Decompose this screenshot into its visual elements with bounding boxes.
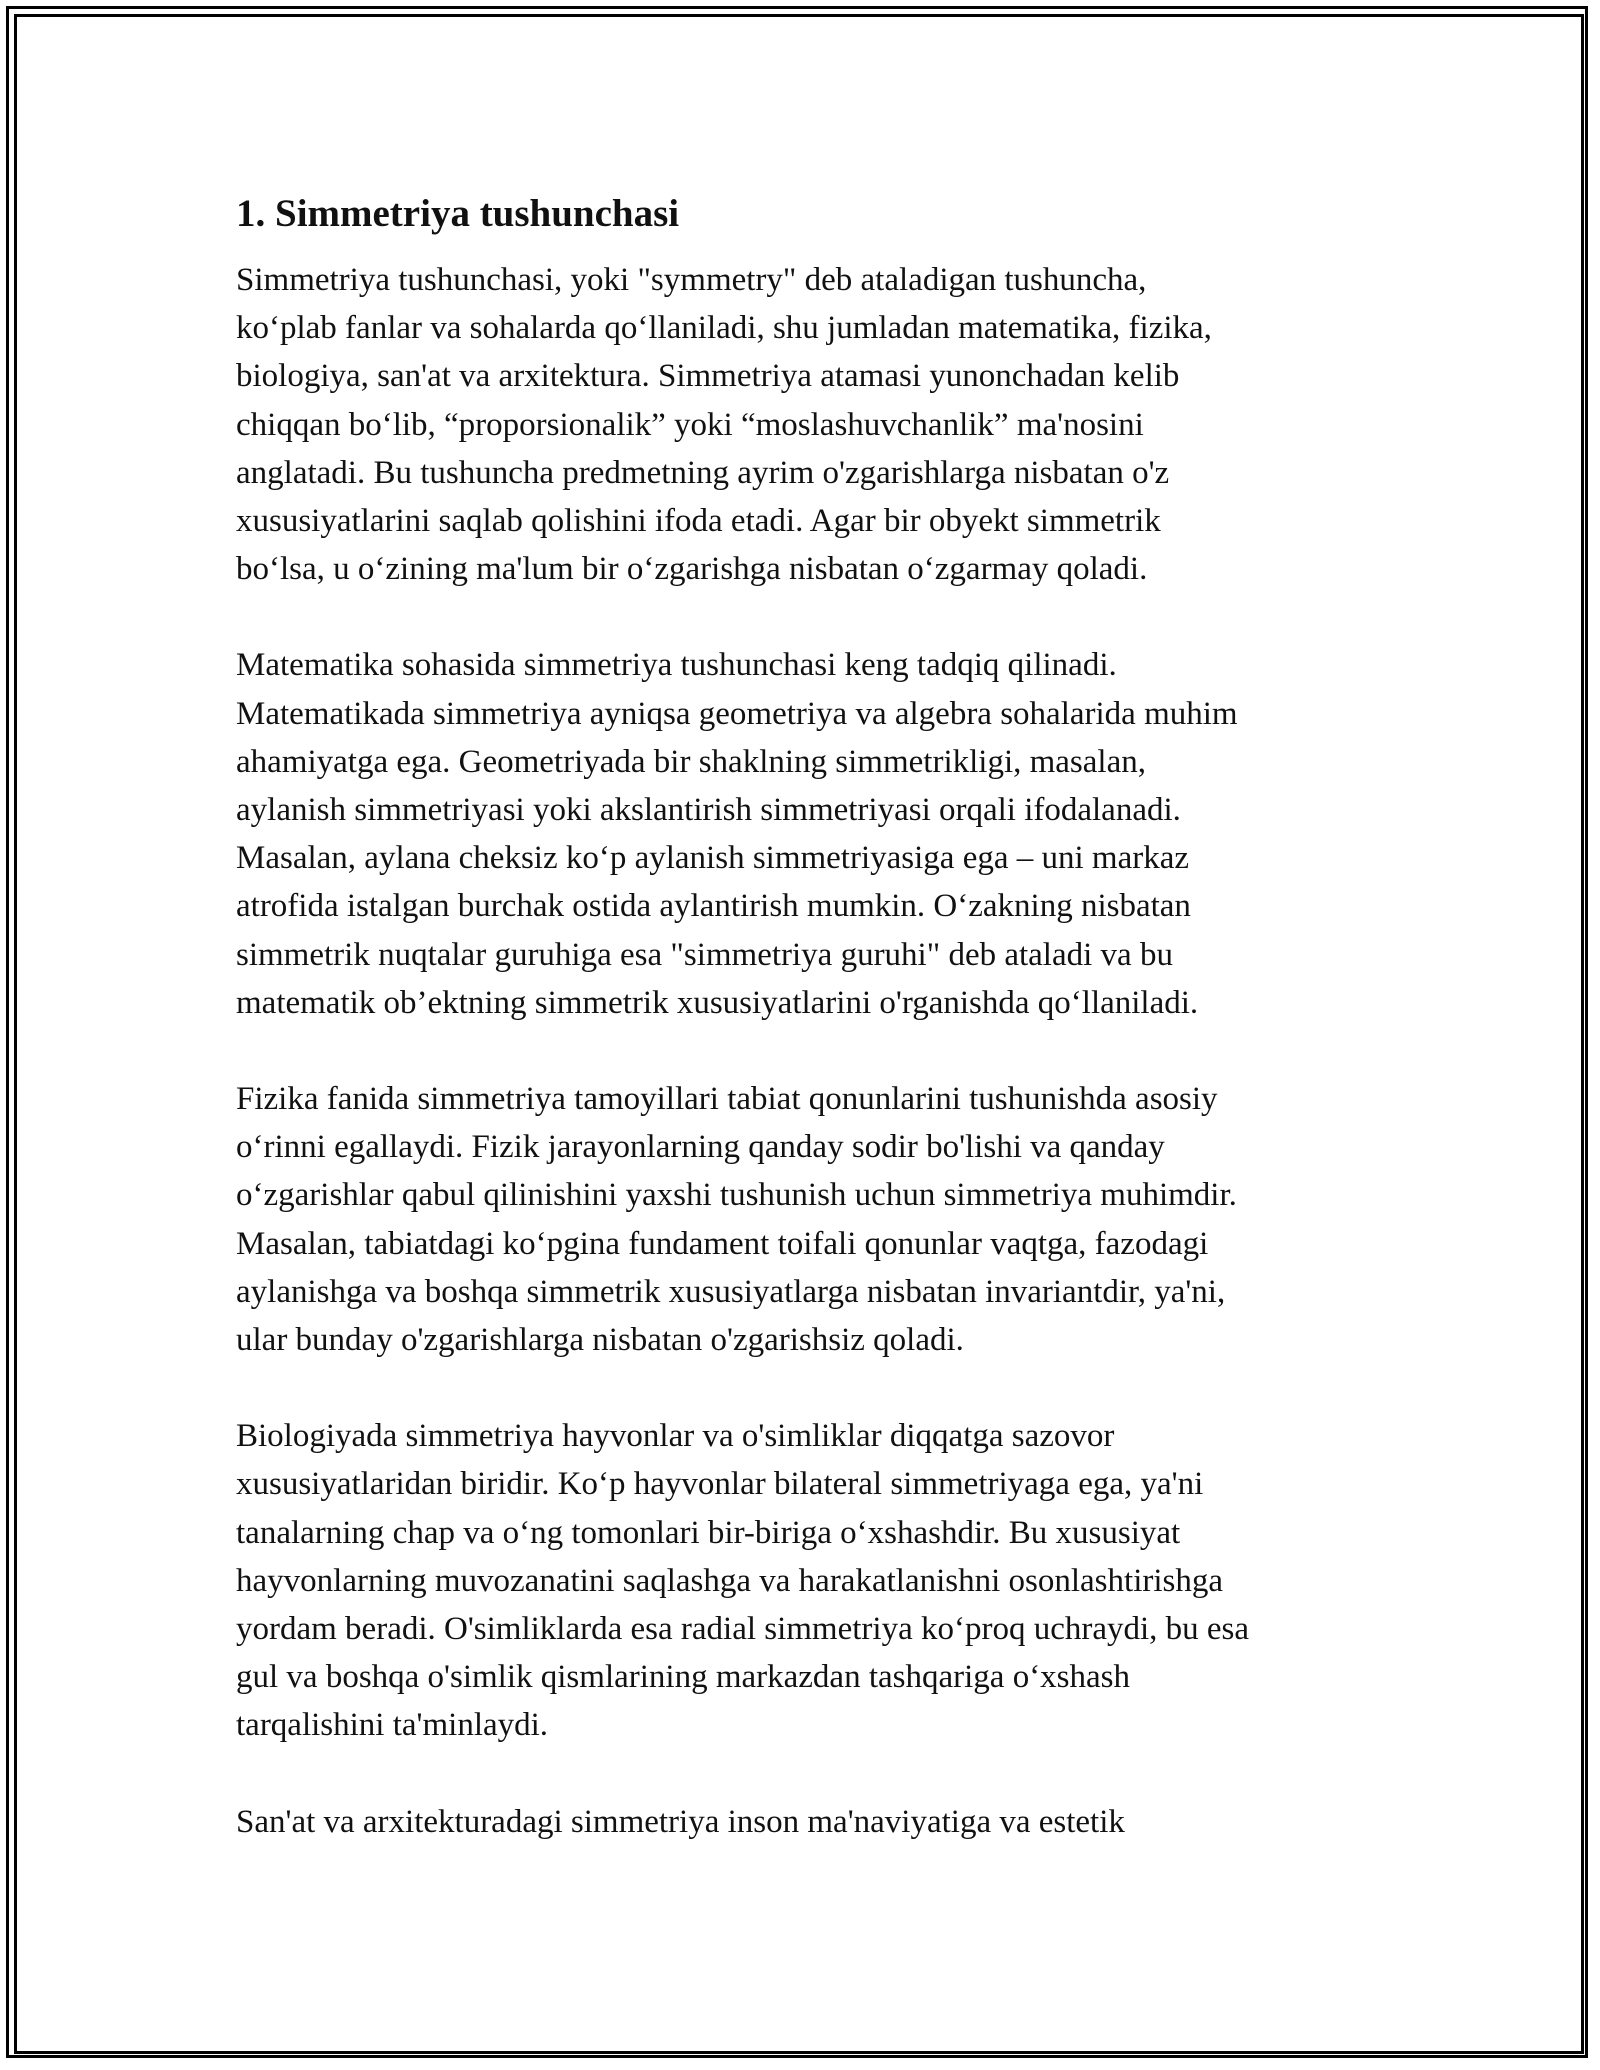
- text-line: biologiya, san'at va arxitektura. Simmetriya atamasi yunonchadan kelib: [236, 358, 1180, 395]
- paragraph-2: [236, 641, 1376, 1027]
- text-line: bo‘lsa, u o‘zining ma'lum bir o‘zgarishga nisbatan o‘zgarmay qoladi.: [236, 551, 1148, 588]
- text-line: o‘rinni egallaydi. Fizik jarayonlarning qanday sodir bo'lishi va qanday: [236, 1129, 1165, 1166]
- text-line: atrofida istalgan burchak ostida aylantirish mumkin. O‘zakning nisbatan: [236, 888, 1191, 925]
- text-line: anglatadi. Bu tushuncha predmetning ayrim o'zgarishlarga nisbatan o'z: [236, 454, 1170, 491]
- text-line: tanalarning chap va o‘ng tomonlari bir-biriga o‘xshashdir. Bu xususiyat: [236, 1514, 1181, 1551]
- text-line: o‘zgarishlar qabul qilinishini yaxshi tushunish uchun simmetriya muhimdir.: [236, 1177, 1237, 1214]
- paragraph-1: [236, 256, 1376, 593]
- text-line: aylanishga va boshqa simmetrik xususiyatlarga nisbatan invariantdir, ya'ni,: [236, 1273, 1226, 1310]
- text-line: simmetrik nuqtalar guruhiga esa "simmetriya guruhi" deb ataladi va bu: [236, 936, 1173, 973]
- text-line: aylanish simmetriyasi yoki akslantirish simmetriyasi orqali ifodalanadi.: [236, 792, 1181, 829]
- section-heading: 1. Simmetriya tushunchasi: [236, 192, 680, 235]
- text-line: Masalan, aylana cheksiz ko‘p aylanish simmetriyasiga ega – uni markaz: [236, 840, 1190, 877]
- text-line: Masalan, tabiatdagi ko‘pgina fundament toifali qonunlar vaqtga, fazodagi: [236, 1225, 1209, 1262]
- text-line: yordam beradi. O'simliklarda esa radial simmetriya ko‘proq uchraydi, bu esa: [236, 1611, 1250, 1648]
- text-line: hayvonlarning muvozanatini saqlashga va harakatlanishni osonlashtirishga: [236, 1562, 1224, 1599]
- text-line: ular bunday o'zgarishlarga nisbatan o'zgarishsiz qoladi.: [236, 1322, 964, 1359]
- paragraph-3: [236, 1075, 1376, 1364]
- text-line: Matematika sohasida simmetriya tushunchasi keng tadqiq qilinadi.: [236, 647, 1117, 684]
- text-line: Biologiyada simmetriya hayvonlar va o'simliklar diqqatga sazovor: [236, 1418, 1115, 1455]
- text-line: tarqalishini ta'minlaydi.: [236, 1707, 549, 1744]
- text-line: ahamiyatga ega. Geometriyada bir shaklning simmetrikligi, masalan,: [236, 743, 1146, 780]
- text-line: xususiyatlaridan biridir. Ko‘p hayvonlar bilateral simmetriyaga ega, ya'ni: [236, 1466, 1204, 1503]
- text-line: ko‘plab fanlar va sohalarda qo‘llaniladi, shu jumladan matematika, fizika,: [236, 310, 1212, 347]
- paragraph-4: [236, 1412, 1376, 1749]
- text-line: matematik ob’ektning simmetrik xususiyatlarini o'rganishda qo‘llaniladi.: [236, 984, 1199, 1021]
- text-line: Fizika fanida simmetriya tamoyillari tabiat qonunlarini tushunishda asosiy: [236, 1081, 1218, 1118]
- text-line: xususiyatlarini saqlab qolishini ifoda etadi. Agar bir obyekt simmetrik: [236, 503, 1161, 540]
- paragraph-5: [236, 1798, 1376, 1846]
- text-line: gul va boshqa o'simlik qismlarining markazdan tashqariga o‘xshash: [236, 1659, 1131, 1696]
- text-line: chiqqan bo‘lib, “proporsionalik” yoki “moslashuvchanlik” ma'nosini: [236, 406, 1144, 443]
- text-line: Simmetriya tushunchasi, yoki "symmetry" deb ataladigan tushuncha,: [236, 262, 1147, 298]
- document-body: [236, 186, 1376, 1894]
- text-line: San'at va arxitekturadagi simmetriya inson ma'naviyatiga va estetik: [236, 1803, 1125, 1840]
- text-line: Matematikada simmetriya ayniqsa geometriya va algebra sohalarida muhim: [236, 695, 1238, 732]
